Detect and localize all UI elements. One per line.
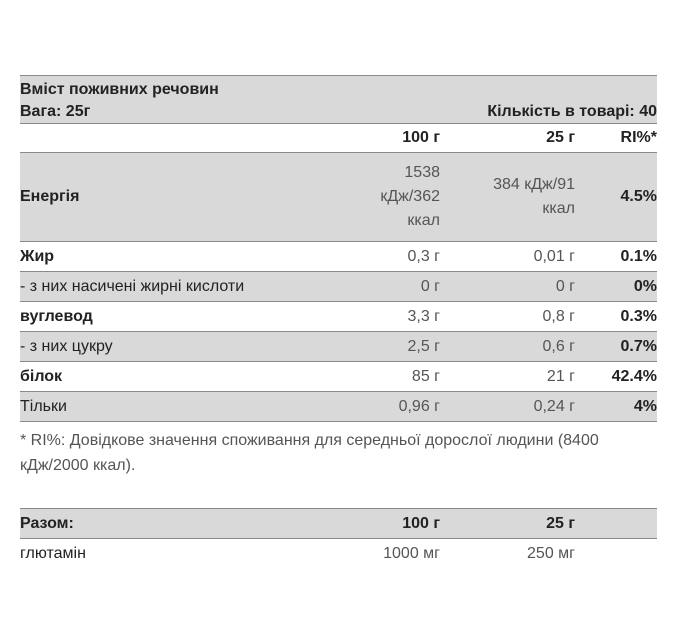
column-headers [20,123,657,152]
energy-per100: 1538 кДж/362 ккал [380,164,440,229]
table-row: Жир 0,3 г 0,01 г 0.1% [20,241,657,271]
energy-ri: 4.5% [620,188,657,205]
col-ri: RI%* [620,129,657,146]
table-row: глютамін 1000 мг 250 мг [20,538,657,568]
table-row: білок 85 г 21 г 42.4% [20,361,657,391]
weight-label: Вага: 25г [20,103,91,120]
table-row: - з них насичені жирні кислоти 0 г 0 г 0% [20,271,657,301]
quantity-label: Кількість в товарі: 40 [487,103,657,120]
row-label: Енергія [20,188,80,205]
totals-per100: 100 г [402,514,440,532]
totals-label: Разом: [20,514,74,532]
col-per100: 100 г [402,129,440,146]
table-title: Вміст поживних речовин [20,81,219,98]
table-row: Тільки 0,96 г 0,24 г 4% [20,391,657,421]
nutrition-table [20,75,657,568]
table-row-energy [20,152,657,241]
totals-header [20,508,657,538]
table-row: - з них цукру 2,5 г 0,6 г 0.7% [20,331,657,361]
table-row: вуглевод 3,3 г 0,8 г 0.3% [20,301,657,331]
energy-per25: 384 кДж/91 ккал [493,176,575,217]
footnote-block [20,421,657,486]
table-header [20,75,657,123]
col-per25: 25 г [546,129,575,146]
footnote: * RI%: Довідкове значення споживання для середньої дорослої людини (8400 кДж/2000 ккал). [20,432,599,474]
totals-per25: 25 г [546,514,575,532]
